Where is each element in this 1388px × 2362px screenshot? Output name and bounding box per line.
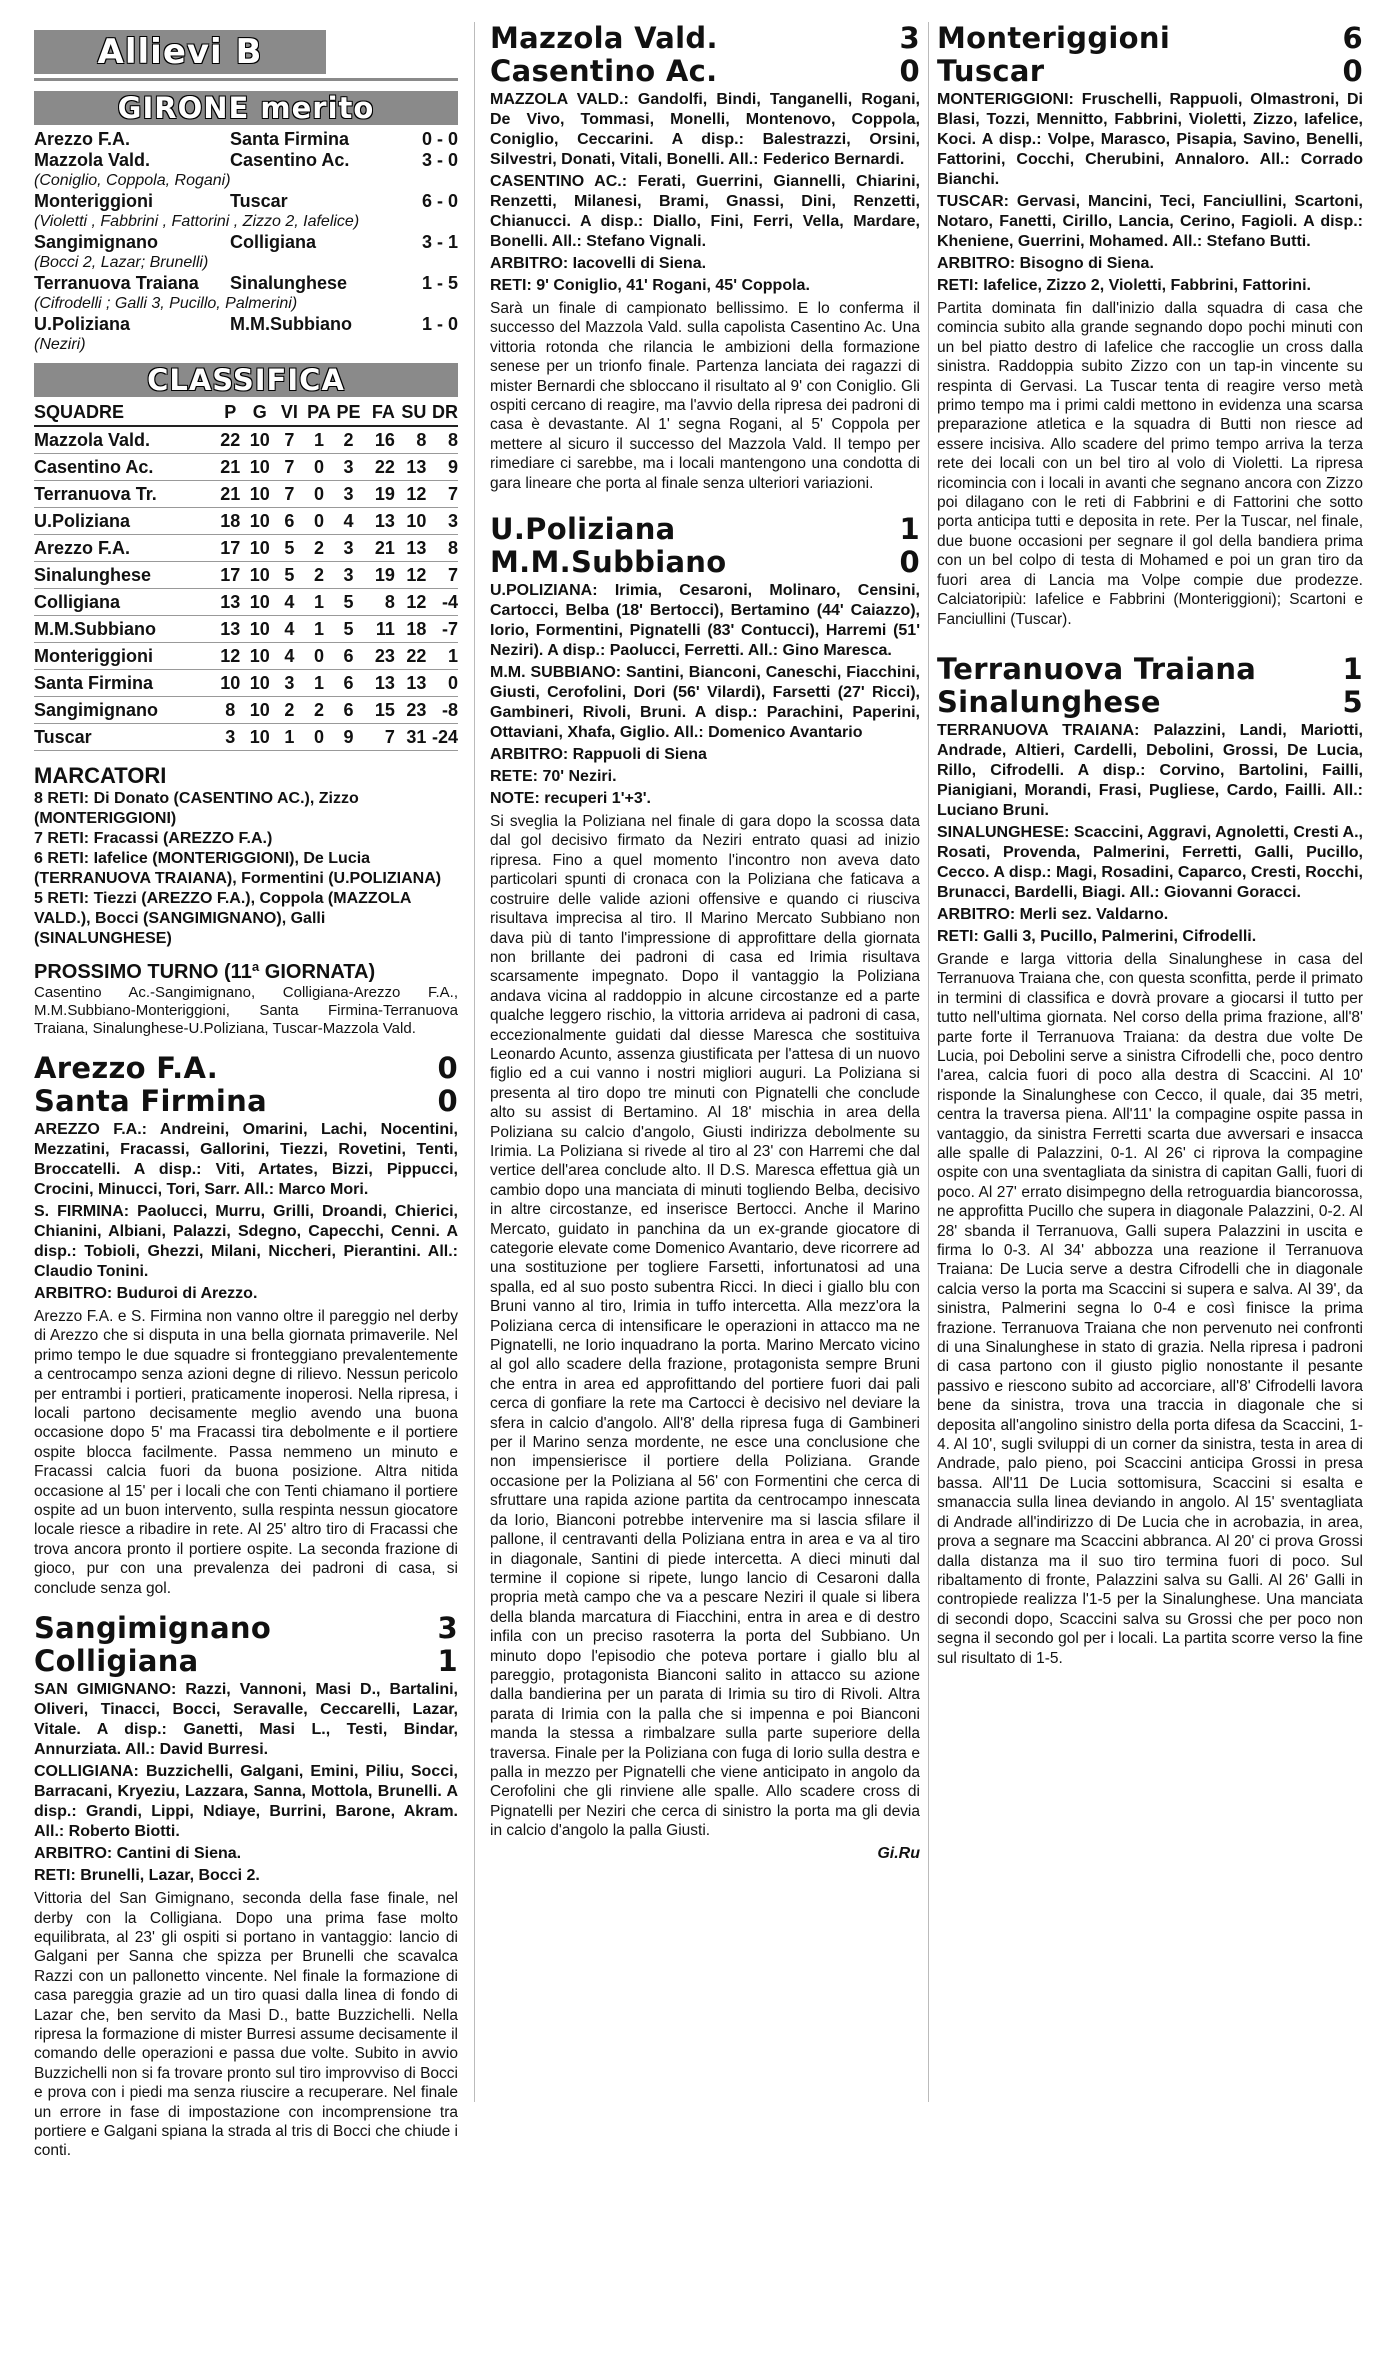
stat-cell: 13 xyxy=(374,511,395,531)
column-divider xyxy=(474,22,475,2102)
stat-cell: 10 xyxy=(249,700,270,720)
stat-cell: 0 xyxy=(313,646,324,666)
stat-cell: 5 xyxy=(343,592,354,612)
home-score: 1 xyxy=(899,512,920,547)
marcatori-line: 5 RETI: Tiezzi (AREZZO F.A.), Coppola (MAZZOLA VALD.), Bocci (SANGIMIGNANO), Galli (SINALUNGHESE) xyxy=(34,890,411,947)
stat-cell: 1 xyxy=(447,646,458,666)
match-report: Partita dominata fin dall'inizio dalla squadra di casa che comincia subito alla grande segnando dopo pochi minuti con un bel piatto destro di Iafelice che raccoglie un cross dalla sinistra. Raddoppia subito Zizzo con un tap-in vincente su respinta di Gervasi. La Tuscar tenta di reagire verso metà primo tempo ma i primi caldi mettono in evidenza una scarsa preparazione atletica e la squadra di Butti non riesce ad essere incisiva. Allo scadere del primo tempo arriva la terza rete dei locali con un bel tiro al volo di Violetti. La ripresa ricomincia con i locali in avanti che segnano ancora con Zizzo poi dilagano con le reti di Fabbrini e di Fattorini che sotto porta anticipa tutti e deposita in rete. Per la Tuscar, nel finale, due buone occasioni per segnare il gol della bandiera prima con un bel colpo di testa di Mohamed e poi un gran tiro da fuori area di Lancia ma Volpe compie due prodezze. Calciatoripiù: Iafelice e Fabbrini (Monteriggioni); Scartoni e Fanciullini (Tuscar). xyxy=(937,300,1363,628)
lineup-text: SINALUNGHESE: Scaccini, Aggravi, Agnoletti, Cresti A., Rosati, Provenda, Palmerini, Ferretti, Galli, Pucillo, Cecco. A disp.: Magi, Rosadini, Caparco, Cresti, Rocchi, Brunacci, Bardelli, Biagi. All.: Giovanni Goracci. xyxy=(937,823,1363,901)
stat-cell: 4 xyxy=(284,592,295,612)
stat-cell: -4 xyxy=(441,592,458,612)
prossimo-title: PROSSIMO TURNO (11ª GIORNATA) xyxy=(34,961,376,983)
standings-row xyxy=(34,535,458,562)
stat-cell: 10 xyxy=(249,430,270,450)
away-team: M.M.Subbiano xyxy=(490,545,727,580)
result-scorers: (Bocci 2, Lazar; Brunelli) xyxy=(34,254,209,271)
home-team: Monteriggioni xyxy=(34,191,153,211)
stat-cell: 3 xyxy=(447,511,458,531)
stat-cell: 4 xyxy=(343,511,354,531)
standings-row xyxy=(34,589,458,616)
stat-cell: 2 xyxy=(284,700,295,720)
home-team: Sangimignano xyxy=(34,232,159,252)
author-signature: Gi.Ru xyxy=(877,1844,920,1862)
lineup-text: AREZZO F.A.: Andreini, Omarini, Lachi, Nocentini, Mezzatini, Fracassi, Gallorini, Tiezzi, Rovetini, Tenti, Broccatelli. A disp.: Viti, Artates, Bizzi, Pippucci, Crocini, Minucci, Tori, Sarr. All.: Marco Mori. xyxy=(34,1121,458,1198)
score: 6 - 0 xyxy=(421,191,458,211)
stat-cell: -24 xyxy=(431,727,458,747)
lineup-text: ARBITRO: Iacovelli di Siena. xyxy=(490,255,707,272)
away-score: 1 xyxy=(437,1644,458,1679)
section-title: Allievi B xyxy=(34,30,326,74)
stat-cell: 23 xyxy=(406,700,427,720)
stat-cell: 10 xyxy=(406,511,427,531)
girone-title: GIRONE merito xyxy=(34,91,458,125)
stat-cell: 7 xyxy=(384,727,395,747)
stat-cell: 10 xyxy=(249,511,270,531)
lineup-text: ARBITRO: Buduroi di Arezzo. xyxy=(34,1285,258,1302)
lineup-text: M.M. SUBBIANO: Santini, Bianconi, Caneschi, Fiacchini, Giusti, Cerofolini, Dori (56' Vilardi), Farsetti (27' Ricci), Gambineri, Rivoli, Bruni. A disp.: Parachini, Paperini, Ottaviani, Xhafa, Giglio. All.: Domenico Avantario xyxy=(490,664,920,742)
home-team: Terranuova Traiana xyxy=(937,651,1257,686)
match-away-row xyxy=(34,1085,458,1118)
stat-cell: 1 xyxy=(313,673,324,693)
stat-cell: 21 xyxy=(220,457,241,477)
stat-cell: 13 xyxy=(406,673,427,693)
match-mazzola-casentino xyxy=(490,22,920,493)
match-report: Si sveglia la Poliziana nel finale di gara dopo la scossa data dal gol decisivo firmato da Neziri entrato quasi ad inizio ripresa. Fino a quel momento l'incontro non aveva dato particolari spunti di cronaca con la Poliziana che faticava a costruire delle valide azioni offensive e quando ci riusciva risultava imprecisa al tiro. Il Marino Mercato Subbiano non dava più di tanto l'impressione di approfittare della giornata non brillante dei padroni di casa ed Irimia risultava scarsamente impegnato. Dopo il vantaggio la Poliziana andava vicina al raddoppio in alcune circostanze ed a parte qualche leggero rischio, la vittoria arrideva ai padroni di casa, eccezionalmente guidati dal diesse Maresca che sostituiva Leonardo Acunto, assenza giustificata per l'attesa di un nuovo figlio ed a cui vanno i nostri migliori auguri. La Poliziana si presenta al tiro dopo tre minuti con Pignatelli che conclude alto su assist di Bertamino. Al 18' mischia in area della Poliziana su calcio d'angolo, Giusti indirizza debolmente su Irimia. La Poliziana si rivede al tiro al 23' con Harremi che dal vertice dell'area conclude alto. Il D.S. Maresca effettua già un cambio dopo una manciata di minuti togliendo Belba, decisivo in altre circostanze, ed inserisce Bertocci. Anche il Marino Mercato, guidato in panchina da un ex-grande giocatore di categorie elevate come Domenico Avantario, deve ricorrere ad una sostituzione per togliere Farsetti, infortunatosi ad una spalla, ed al suo posto subentra Ricci. In dieci i giallo blu con Bruni vanno al tiro, Irimia in tuffo intercetta. Alla mezz'ora la Poliziana cerca di intensificare le operazioni in attacco ma ne Pignatelli, ne Iorio inquadrano la porta. Marino Mercato vicino al gol allo scadere della frazione, protagonista sempre Bruni che entra in area ed approfittando del portiere fuori dai pali cerca di gonfiare la rete ma Cartocci è decisivo nel deviare la sfera in calcio d'angolo. All'8' della ripresa fuga di Gambineri per il Marino senza mordente, ne esce una conclusione che non impensierisce il portiere della Poliziana. Grande occasione per la Poliziana al 56' con Formentini che cerca di sfruttare una rapida azione partita da centrocampo innescata da Iorio, Bianconi potrebbe intervenire ma si lascia sfilare il pallone, il centravanti della Poliziana entra in area e va al tiro in diagonale, Santini di piede intercetta. A dieci minuti dal termine il copione si ripete, lungo lancio di Cesaroni dalla propria metà campo che va a pescare Neziri il quale si libera della blanda marcatura di Fiacchini, entra in area e di destro infila con un preciso rasoterra la porta del Subbiano. Un minuto dopo l'episodio che poteva portare i giallo blu al pareggio, protagonista Bianconi salito in attacco su azione dalla bandierina per un parata di Irimia su tiro di Rivoli. Altra parata di Irimia con la palla che si impenna e poi Bianconi manda la stessa a rimbalzare sulla parte superiore della traversa. Finale per la Poliziana con fuga di Iorio sulla destra e palla in mezzo per Pignatelli che viene anticipato in angolo da Cerofolini che gli rinviene alle spalle. Allo scadere cross di Pignatelli per Neziri che cerca di sinistro la porta ma gli devia in calcio d'angolo la palla Giusti. xyxy=(490,813,920,1840)
marcatori-list xyxy=(34,789,458,949)
home-team: Monteriggioni xyxy=(937,21,1171,55)
stat-cell: 10 xyxy=(249,619,270,639)
match-monteriggioni-tuscar xyxy=(937,22,1363,629)
stat-cell: 0 xyxy=(313,511,324,531)
stat-cell: 17 xyxy=(220,565,241,585)
stat-cell: 2 xyxy=(313,700,324,720)
away-team: Tuscar xyxy=(937,54,1045,88)
lineup-text: ARBITRO: Cantini di Siena. xyxy=(34,1845,242,1863)
match-terranuova-sinalunghese xyxy=(937,653,1363,1668)
lineup-text: U.POLIZIANA: Irimia, Cesaroni, Molinaro, Censini, Cartocci, Belba (18' Bertocci), Bertamino (44' Caiazzo), Iorio, Formentini, Pignatelli (83' Contucci), Harremi (51' Neziri). A disp.: Paolucci, Ferretti. All.: Gino Maresca. xyxy=(490,582,920,660)
stat-cell: 9 xyxy=(447,457,458,477)
header-cell: PE xyxy=(336,402,361,422)
home-score: 0 xyxy=(437,1051,458,1085)
stat-cell: 21 xyxy=(374,538,395,558)
away-team: Casentino Ac. xyxy=(490,54,718,88)
divider xyxy=(34,78,458,81)
stat-cell: 4 xyxy=(284,619,295,639)
stat-cell: 2 xyxy=(313,538,324,558)
standings-row xyxy=(34,697,458,724)
score: 1 - 5 xyxy=(421,273,458,293)
stat-cell: -7 xyxy=(441,619,458,639)
result-scorers: (Cifrodelli ; Galli 3, Pucillo, Palmerini) xyxy=(34,295,298,312)
match-poliziana-subbiano xyxy=(490,513,920,1863)
team-name: Sangimignano xyxy=(34,700,159,720)
stat-cell: 7 xyxy=(284,484,295,504)
stat-cell: 3 xyxy=(343,565,354,585)
result-row xyxy=(34,150,458,171)
stat-cell: 16 xyxy=(374,430,395,450)
stat-cell: 22 xyxy=(374,457,395,477)
stat-cell: 18 xyxy=(220,511,241,531)
stat-cell: 6 xyxy=(343,673,354,693)
away-score: 0 xyxy=(899,545,920,580)
column-left xyxy=(34,22,458,2161)
stat-cell: 13 xyxy=(406,457,427,477)
results-list xyxy=(34,129,458,355)
away-team: Colligiana xyxy=(34,1644,199,1679)
standings-row xyxy=(34,616,458,643)
header-cell: PA xyxy=(307,402,331,422)
stat-cell: 4 xyxy=(284,646,295,666)
result-scorers: (Violetti , Fabbrini , Fattorini , Zizzo 2, Iafelice) xyxy=(34,213,360,230)
header-cell: P xyxy=(224,402,237,422)
result-row xyxy=(34,191,458,212)
stat-cell: 17 xyxy=(220,538,241,558)
lineup-text: MAZZOLA VALD.: Gandolfi, Bindi, Tanganelli, Rogani, De Vivo, Tommasi, Monelli, Montenovo, Coppola, Coniglio, Ceccarini. A disp.: Balestrazzi, Orsini, Silvestri, Donati, Vitali, Bonelli. All.: Federico Bernardi. xyxy=(490,91,920,168)
header-cell: VI xyxy=(280,402,298,422)
stat-cell: 3 xyxy=(343,538,354,558)
match-home-row xyxy=(34,1052,458,1085)
stat-cell: -8 xyxy=(441,700,458,720)
result-scorers: (Neziri) xyxy=(34,336,86,353)
score: 1 - 0 xyxy=(421,314,458,334)
team-name: Sinalunghese xyxy=(34,565,152,585)
stat-cell: 10 xyxy=(249,538,270,558)
result-scorers: (Coniglio, Coppola, Rogani) xyxy=(34,172,231,189)
stat-cell: 7 xyxy=(284,430,295,450)
marcatori-title: MARCATORI xyxy=(34,763,167,788)
team-name: Monteriggioni xyxy=(34,646,153,666)
home-team: Mazzola Vald. xyxy=(490,21,718,55)
lineup-text: SAN GIMIGNANO: Razzi, Vannoni, Masi D., Bartalini, Oliveri, Tinacci, Bocci, Seravalle, Ceccarelli, Lazar, Vitale. A disp.: Ganetti, Masi L., Testi, Bindar, Annurziata. All.: David Burresi. xyxy=(34,1681,458,1759)
lineup-text: RETI: Galli 3, Pucillo, Palmerini, Cifrodelli. xyxy=(937,927,1257,945)
team-name: Tuscar xyxy=(34,727,92,747)
stat-cell: 10 xyxy=(249,646,270,666)
team-name: Arezzo F.A. xyxy=(34,538,131,558)
lineup-text: TERRANUOVA TRAIANA: Palazzini, Landi, Mariotti, Andrade, Altieri, Cardelli, Debolini, Grossi, De Lucia, Rillo, Cifrodelli. A disp.: Corvino, Bartolini, Failli, Pianigiani, Morandi, Frasi, Pugliese, Cardo, Failli. All.: Luciano Bruni. xyxy=(937,721,1363,819)
stat-cell: 2 xyxy=(313,565,324,585)
team-name: Casentino Ac. xyxy=(34,457,154,477)
score: 3 - 0 xyxy=(421,150,458,170)
match-away-row xyxy=(34,1645,458,1678)
result-row xyxy=(34,129,458,150)
stat-cell: 22 xyxy=(220,430,241,450)
stat-cell: 1 xyxy=(284,727,295,747)
stat-cell: 2 xyxy=(343,430,354,450)
away-team: Sinalunghese xyxy=(230,273,348,293)
away-score: 5 xyxy=(1342,684,1363,719)
away-score: 0 xyxy=(1342,54,1363,88)
lineup-text: S. FIRMINA: Paolucci, Murru, Grilli, Droandi, Chierici, Chianini, Albiani, Palazzi, Sdegno, Capecchi, Cenni. A disp.: Tobioli, Ghezzi, Milani, Niccheri, Pierantini. All.: Claudio Tonini. xyxy=(34,1203,458,1280)
score: 3 - 1 xyxy=(421,232,458,252)
result-row xyxy=(34,232,458,253)
score: 0 - 0 xyxy=(421,129,458,149)
standings-row xyxy=(34,724,458,751)
stat-cell: 12 xyxy=(406,484,427,504)
stat-cell: 8 xyxy=(416,430,427,450)
lineup-text: ARBITRO: Rappuoli di Siena xyxy=(490,746,707,764)
match-away-row xyxy=(490,55,920,88)
match-away-row xyxy=(490,546,920,579)
stat-cell: 5 xyxy=(284,565,295,585)
home-score: 6 xyxy=(1342,21,1363,55)
prossimo-text: Casentino Ac.-Sangimignano, Colligiana-Arezzo F.A., M.M.Subbiano-Monteriggioni, Santa Firmina-Terranuova Traiana, Sinalunghese-U.Poliziana, Tuscar-Mazzola Vald. xyxy=(34,984,458,1037)
stat-cell: 10 xyxy=(249,727,270,747)
column-divider xyxy=(928,22,929,2102)
match-report: Vittoria del San Gimignano, seconda della fase finale, nel derby con la Colligiana. Dopo una prima fase molto equilibrata, al 23' gli ospiti si portano in vantaggio: lancio di Galgani per Sanna che spizza per Brunelli che scavalca Razzi con un pallonetto vincente. Nel finale la formazione di casa pareggia grazie ad un tiro quasi dalla linea di fondo di Lazar che, ben servito da Masi D., batte Buzzichelli. Nella ripresa la formazione di mister Burresi assume decisamente il comando delle operazioni e passa due volte. Subito in avvio Buzzichelli non si fa trovare pronto sul tiro improvviso di Bocci e prova con i piedi ma senza riuscire a recuperare. Nel finale un errore in fase di impostazione con incomprensione tra portiere e Galgani spiana la strada al tris di Bocci che chiude i conti. xyxy=(34,1890,458,2160)
standings-table xyxy=(34,399,458,751)
standings-row xyxy=(34,508,458,535)
home-team: U.Poliziana xyxy=(34,314,131,334)
team-name: Colligiana xyxy=(34,592,121,612)
header-cell: SQUADRE xyxy=(34,402,125,422)
lineup-text: RETI: 9' Coniglio, 41' Rogani, 45' Coppola. xyxy=(490,277,810,294)
team-name: Santa Firmina xyxy=(34,673,154,693)
lineup-text: NOTE: recuperi 1'+3'. xyxy=(490,790,651,808)
stat-cell: 7 xyxy=(284,457,295,477)
lineup-text: ARBITRO: Bisogno di Siena. xyxy=(937,255,1154,272)
match-report: Sarà un finale di campionato bellissimo. E lo conferma il successo del Mazzola Vald. sulla capolista Casentino Ac. Una vittoria rotonda che rilancia le ambizioni della formazione senese per un trionfo finale. Partenza lanciata dei ragazzi di mister Bernardi che sbloccano il risultato al 9' con Coniglio. Gli ospiti cercano di reagire, ma l'avvio della ripresa dei padroni di casa è devastante. Al 1' segna Rogani, al 5' Coppola per mettere al sicuro il successo del Mazzola Vald. Il tempo per rimediare ci sarebbe, ma i locali mantengono una condotta di gara lineare che porta al finale senza ulteriori variazioni. xyxy=(490,300,920,492)
stat-cell: 10 xyxy=(249,457,270,477)
home-team: Terranuova Traiana xyxy=(34,273,199,293)
stat-cell: 10 xyxy=(249,592,270,612)
marcatori-line: 8 RETI: Di Donato (CASENTINO AC.), Zizzo (MONTERIGGIONI) xyxy=(34,790,359,827)
stat-cell: 21 xyxy=(220,484,241,504)
stat-cell: 10 xyxy=(249,565,270,585)
lineup-text: RETI: Iafelice, Zizzo 2, Violetti, Fabbrini, Fattorini. xyxy=(937,277,1311,294)
standings-row xyxy=(34,481,458,508)
match-home-row xyxy=(937,653,1363,686)
team-name: U.Poliziana xyxy=(34,511,131,531)
column-right xyxy=(937,22,1363,1668)
team-name: Mazzola Vald. xyxy=(34,430,151,450)
stat-cell: 3 xyxy=(343,457,354,477)
home-team: Arezzo F.A. xyxy=(34,129,131,149)
stat-cell: 18 xyxy=(406,619,427,639)
lineup-text: RETI: Brunelli, Lazar, Bocci 2. xyxy=(34,1867,260,1885)
standings-row xyxy=(34,454,458,481)
stat-cell: 10 xyxy=(249,673,270,693)
marcatori-line: 6 RETI: Iafelice (MONTERIGGIONI), De Lucia (TERRANUOVA TRAIANA), Formentini (U.POLIZIANA) xyxy=(34,850,442,887)
standings-row xyxy=(34,562,458,589)
away-team: Tuscar xyxy=(230,191,288,211)
stat-cell: 6 xyxy=(343,700,354,720)
stat-cell: 15 xyxy=(374,700,395,720)
away-team: Santa Firmina xyxy=(230,129,350,149)
header-cell: SU xyxy=(401,402,427,422)
stat-cell: 0 xyxy=(313,727,324,747)
match-report: Grande e larga vittoria della Sinalunghese in casa del Terranuova Traiana che, con questa sconfitta, perde il primato in termini di classifica e dovrà provare a giocarsi il tutto per tutto nell'ultima giornata. Nel corso della prima frazione, all'8' parte forte il Terranuova Traiana: da destra due volte De Lucia, poi Debolini serve a sinistra Cifrodelli che, poco dentro l'area, calcia fuori di poco alla destra di Scaccini. Al 10' risponde la Sinalunghese con Cecco, il quale, dai 35 metri, centra la traversa piena. All'11' la compagine ospite passa in vantaggio, da sinistra Ferretti scarta due avversari e insacca alle spalle di Palazzini, 0-1. Al 26' ci riprova la compagine ospite con una sventagliata da sinistra di capitan Galli, fuori di poco. Al 27' errato disimpegno della retroguardia biancorossa, ne approfitta Pucillo che supera in diagonale Palazzini, 0-2. Al 28' sbanda il Terranuova, Galli supera Palazzini in uscita e firma lo 0-3. Al 34' abbozza una reazione il Terranuova Traiana: De Lucia serve a destra Cifrodelli che in diagonale calcia verso la porta ma Scaccini si supera e salva. Al 39', da sinistra, Palmerini segna lo 0-4 e così finisce la prima frazione. Terranuova Traiana che non pervenuto nei confronti di una Sinalunghese in stato di grazia. Nella ripresa i padroni di casa partono con il giusto piglio nonostante il pesante passivo e riescono subito ad accorciare, all'8' Cifrodelli lavora bene da sinistra, trova una traccia in diagonale che si deposita all'angolino sinistro della porta difesa da Scaccini, 1-4. Al 10', sugli sviluppi di un corner da sinistra, testa in area di Andrade, palo pieno, poi Scaccini anticipa Grossi in presa bassa. All'11 De Lucia sottomisura, Scaccini si esalta e smanaccia sulla linea deviando in angolo. Al 15' sventagliata di Andrade all'indirizzo di De Lucia che in acrobazia, in area, prova a segnare ma Scaccini abbranca. Al 20' ci prova Grossi dalla distanza ma il suo tiro termina fuori di poco. Sul ribaltamento di fronte, Palazzini salva su Galli. Al 26' Galli in contropiede realizza l'1-5 per la Sinalunghese. Una manciata di secondi dopo, Scaccini salva su Grossi che per poco non segna il secondo gol per i locali. La partita scorre verso la fine sul risultato di 1-5. xyxy=(937,950,1363,1667)
lineup-text: RETE: 70' Neziri. xyxy=(490,768,617,786)
match-report: Arezzo F.A. e S. Firmina non vanno oltre il pareggio nel derby di Arezzo che si disputa in una bella giornata primaverile. Nel primo tempo le due squadre si fronteggiano prevalentemente a centrocampo senza azioni degne di rilievo. Nessun pericolo per entrambi i portieri, praticamente inoperosi. Nella ripresa, i locali partono decisamente meglio avendo una buona occasione dopo 5' ma Fracassi tira debolmente e il portiere ospite blocca facilmente. Passa nemmeno un minuto e Fracassi calcia fuori da buona posizione. Altra nitida occasione al 15' per i locali che con Tenti chiamano il portiere ospite ad un buon intervento, sulla respinta nessun giocatore locale riesce a ribadire in rete. Al 25' altro tiro di Fracassi che trova ancora pronto il portiere ospite. La seconda frazione di gioco, pur con una prevalenza dei padroni di casa, si conclude senza gol. xyxy=(34,1308,458,1597)
stat-cell: 5 xyxy=(284,538,295,558)
stat-cell: 1 xyxy=(313,430,324,450)
match-home-row xyxy=(490,22,920,55)
stat-cell: 12 xyxy=(220,646,241,666)
away-score: 0 xyxy=(437,1084,458,1118)
match-away-row xyxy=(937,686,1363,719)
stat-cell: 13 xyxy=(220,619,241,639)
stat-cell: 10 xyxy=(249,484,270,504)
stat-cell: 23 xyxy=(374,646,395,666)
lineup-text: CASENTINO AC.: Ferati, Guerrini, Giannelli, Chiarini, Renzetti, Milanesi, Brami, Gnassi, Dini, Renzetti, Chianucci. A disp.: Diallo, Fini, Ferri, Vella, Mardare, Bonelli. All.: Stefano Vignali. xyxy=(490,173,920,250)
home-score: 3 xyxy=(437,1611,458,1646)
match-away-row xyxy=(937,55,1363,88)
column-middle xyxy=(490,22,920,1863)
stat-cell: 3 xyxy=(225,727,236,747)
stat-cell: 7 xyxy=(447,565,458,585)
away-team: Colligiana xyxy=(230,232,317,252)
stat-cell: 13 xyxy=(220,592,241,612)
stat-cell: 13 xyxy=(406,538,427,558)
standings-header xyxy=(34,399,458,427)
stat-cell: 1 xyxy=(313,592,324,612)
home-team: Mazzola Vald. xyxy=(34,150,151,170)
marcatori-line: 7 RETI: Fracassi (AREZZO F.A.) xyxy=(34,830,273,847)
team-name: M.M.Subbiano xyxy=(34,619,156,639)
classifica-title: CLASSIFICA xyxy=(34,363,458,397)
stat-cell: 6 xyxy=(284,511,295,531)
stat-cell: 8 xyxy=(447,538,458,558)
stat-cell: 19 xyxy=(374,484,395,504)
stat-cell: 5 xyxy=(343,619,354,639)
team-name: Terranuova Tr. xyxy=(34,484,157,504)
home-score: 3 xyxy=(899,21,920,55)
stat-cell: 3 xyxy=(343,484,354,504)
lineup-text: MONTERIGGIONI: Fruschelli, Rappuoli, Olmastroni, Di Blasi, Tozzi, Mennitto, Fabbrini, Violetti, Zizzo, Iafelice, Koci. A disp.: Volpe, Marasco, Pisapia, Savino, Benelli, Fattorini, Cocchi, Cherubini, Annaloro. All.: Corrado Bianchi. xyxy=(937,91,1363,188)
header-cell: FA xyxy=(371,402,395,422)
stat-cell: 31 xyxy=(406,727,427,747)
match-sangimignano-colligiana xyxy=(34,1612,458,2161)
stat-cell: 11 xyxy=(375,619,395,639)
stat-cell: 8 xyxy=(447,430,458,450)
standings-row xyxy=(34,427,458,454)
standings-row xyxy=(34,643,458,670)
stat-cell: 1 xyxy=(313,619,324,639)
stat-cell: 0 xyxy=(313,484,324,504)
stat-cell: 12 xyxy=(406,565,427,585)
stat-cell: 10 xyxy=(220,673,241,693)
match-home-row xyxy=(34,1612,458,1645)
result-row xyxy=(34,314,458,335)
standings-row xyxy=(34,670,458,697)
stat-cell: 7 xyxy=(447,484,458,504)
stat-cell: 8 xyxy=(384,592,395,612)
stat-cell: 9 xyxy=(343,727,354,747)
stat-cell: 22 xyxy=(406,646,427,666)
away-score: 0 xyxy=(899,54,920,88)
stat-cell: 3 xyxy=(284,673,295,693)
result-row xyxy=(34,273,458,294)
away-team: Santa Firmina xyxy=(34,1084,267,1118)
header-cell: DR xyxy=(431,402,458,422)
match-home-row xyxy=(937,22,1363,55)
home-team: U.Poliziana xyxy=(490,512,676,547)
away-team: Casentino Ac. xyxy=(230,150,350,170)
stat-cell: 12 xyxy=(406,592,427,612)
lineup-text: COLLIGIANA: Buzzichelli, Galgani, Emini, Piliu, Socci, Barracani, Kryeziu, Lazzara, Sanna, Mottola, Brunelli. A disp.: Grandi, Lippi, Ndiaye, Burrini, Barone, Akram. All.: Roberto Biotti. xyxy=(34,1763,458,1841)
stat-cell: 0 xyxy=(447,673,458,693)
match-home-row xyxy=(490,513,920,546)
stat-cell: 6 xyxy=(343,646,354,666)
stat-cell: 19 xyxy=(374,565,395,585)
home-team: Arezzo F.A. xyxy=(34,1051,219,1085)
lineup-text: TUSCAR: Gervasi, Mancini, Teci, Fanciullini, Scartoni, Notaro, Fanetti, Cirillo, Lancia, Cerino, Fagioli. A disp.: Kheniene, Guerrini, Mohamed. All.: Stefano Butti. xyxy=(937,193,1363,250)
stat-cell: 13 xyxy=(374,673,395,693)
header-cell: G xyxy=(252,402,267,422)
away-team: Sinalunghese xyxy=(937,684,1161,719)
stat-cell: 8 xyxy=(225,700,236,720)
match-arezzo-santafirmina xyxy=(34,1052,458,1598)
home-team: Sangimignano xyxy=(34,1611,272,1646)
away-team: M.M.Subbiano xyxy=(230,314,352,334)
stat-cell: 0 xyxy=(313,457,324,477)
lineup-text: ARBITRO: Merli sez. Valdarno. xyxy=(937,905,1169,923)
home-score: 1 xyxy=(1342,651,1363,686)
